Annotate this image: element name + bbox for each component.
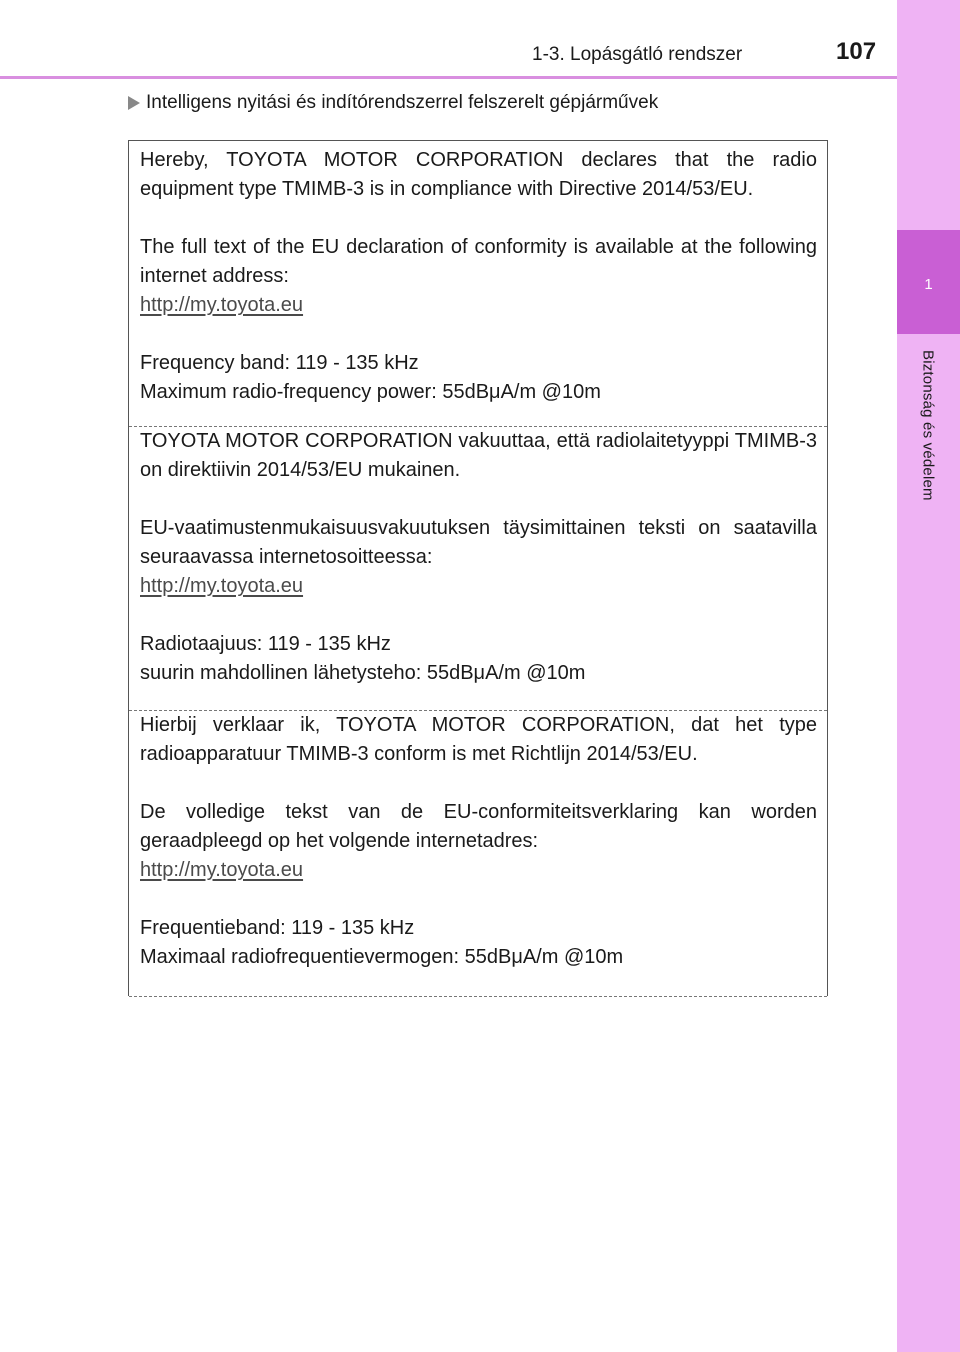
declaration-availability: The full text of the EU declaration of conformity is available at the following internet address: — [140, 236, 817, 287]
subheading-text: Intelligens nyitási és indítórendszerrel felszerelt gépjárművek — [146, 92, 659, 113]
declaration-power: Maximum radio-frequency power: 55dBμA/m @10m — [140, 381, 601, 403]
declaration-english — [129, 141, 827, 427]
declaration-power: Maximaal radiofrequentievermogen: 55dBμA/m @10m — [140, 946, 624, 968]
declaration-link[interactable]: http://my.toyota.eu — [140, 859, 304, 881]
declaration-availability: EU-vaatimustenmukaisuusvakuutuksen täysimittainen teksti on saatavilla seuraavassa internetosoitteessa: — [140, 517, 817, 568]
subheading — [128, 92, 658, 114]
chapter-label: Biztonság és védelem — [919, 350, 937, 501]
declaration-statement: Hierbij verklaar ik, TOYOTA MOTOR CORPORATION, dat het type radioapparatuur TMIMB-3 conform is met Richtlijn 2014/53/EU. — [140, 714, 817, 765]
declaration-frequency: Radiotaajuus: 119 - 135 kHz — [140, 633, 391, 655]
chapter-number: 1 — [924, 276, 933, 293]
declaration-link[interactable]: http://my.toyota.eu — [140, 575, 304, 597]
declaration-statement: TOYOTA MOTOR CORPORATION vakuuttaa, että radiolaitetyyppi TMIMB-3 on direktiivin 2014/53/EU mukainen. — [140, 430, 817, 481]
declaration-frequency: Frequency band: 119 - 135 kHz — [140, 352, 419, 374]
declaration-box — [128, 140, 828, 996]
declaration-dutch — [129, 711, 827, 997]
declaration-frequency: Frequentieband: 119 - 135 kHz — [140, 917, 415, 939]
declaration-availability: De volledige tekst van de EU-conformiteitsverklaring kan worden geraadpleegd op het volgende internetadres: — [140, 801, 817, 852]
declaration-statement: Hereby, TOYOTA MOTOR CORPORATION declares that the radio equipment type TMIMB-3 is in compliance with Directive 2014/53/EU. — [140, 149, 817, 200]
declaration-link[interactable]: http://my.toyota.eu — [140, 294, 304, 316]
chapter-tab-strip — [897, 0, 960, 1352]
header-divider — [0, 76, 897, 79]
bullet-triangle-icon — [128, 96, 140, 110]
declaration-finnish — [129, 427, 827, 711]
page-number: 107 — [836, 38, 877, 65]
declaration-power: suurin mahdollinen lähetysteho: 55dBμA/m @10m — [140, 662, 586, 684]
section-title: 1-3. Lopásgátló rendszer — [532, 44, 743, 65]
